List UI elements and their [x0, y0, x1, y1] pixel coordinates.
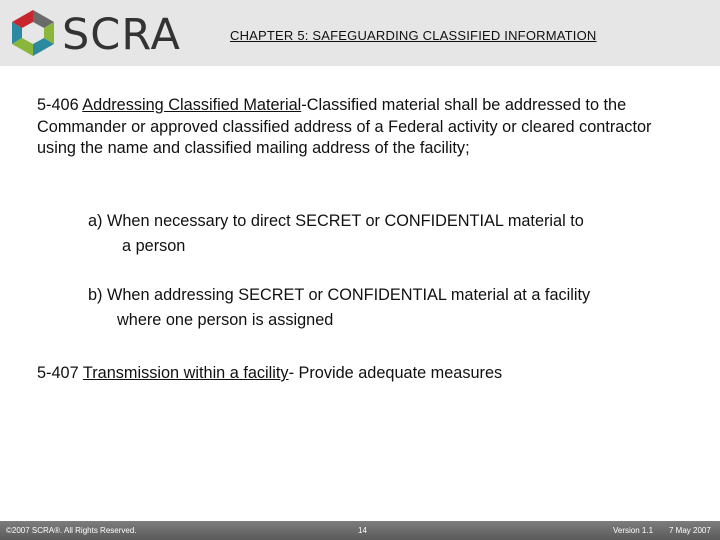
section-title: Addressing Classified Material [82, 96, 302, 114]
section-body: -Classified material shall be addressed to the Commander or approved classified address of a Federal activity or cleared contractor using the name and classified mailing address of the facility; [37, 96, 652, 157]
section-5-407 [37, 361, 502, 386]
slide-content [37, 95, 687, 160]
slide-header [0, 0, 720, 66]
section-number: 5-407 [37, 364, 79, 382]
chapter-title: CHAPTER 5: SAFEGUARDING CLASSIFIED INFORMATION [230, 28, 597, 43]
scra-logo [8, 8, 194, 58]
scra-logo-icon [8, 8, 58, 58]
section-number: 5-406 [37, 96, 79, 114]
list-item-b-line1: b) When addressing SECRET or CONFIDENTIAL material at a facility [88, 286, 591, 304]
section-body: - Provide adequate measures [288, 364, 503, 382]
slide-footer [0, 521, 720, 540]
list-item-a-line1: a) When necessary to direct SECRET or CONFIDENTIAL material to [88, 212, 584, 230]
copyright-text: ©2007 SCRA®. All Rights Reserved. [6, 526, 137, 535]
list-item-a-line2: a person [122, 237, 186, 255]
footer-date: 7 May 2007 [669, 526, 711, 535]
section-5-406 [37, 95, 687, 160]
list-item-b [88, 283, 590, 333]
list-item-b-line2: where one person is assigned [117, 311, 334, 329]
section-title: Transmission within a facility [82, 364, 289, 382]
logo-wordmark: SCRA [62, 10, 181, 60]
page-number: 14 [358, 526, 367, 535]
version-text: Version 1.1 [613, 526, 654, 535]
list-item-a [88, 209, 584, 259]
